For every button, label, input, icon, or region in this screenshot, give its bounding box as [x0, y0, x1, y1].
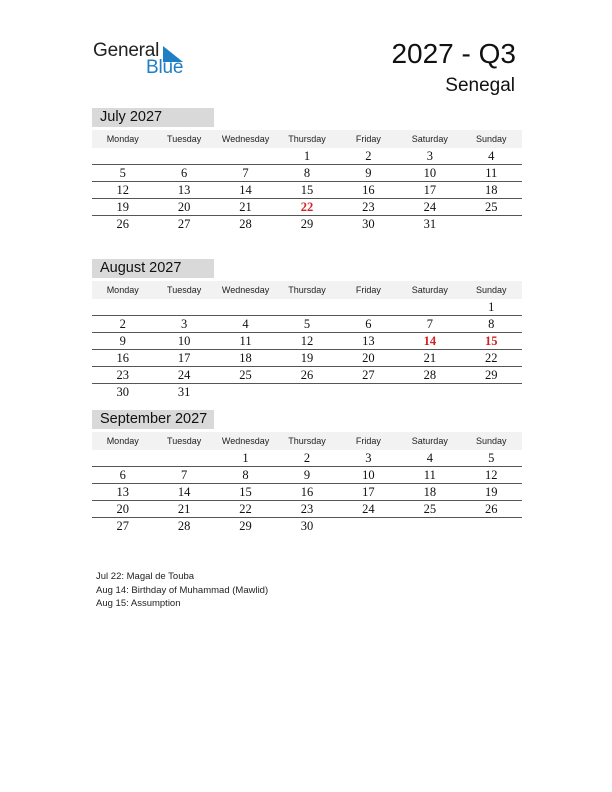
- week-row: [92, 165, 522, 182]
- month-july: [92, 108, 522, 233]
- day-cell: 10: [177, 334, 191, 348]
- day-cell: 13: [362, 334, 375, 348]
- weekday-label: Wednesday: [221, 134, 270, 144]
- day-cell: 6: [119, 468, 126, 482]
- day-cell: 24: [362, 502, 375, 516]
- day-cell: 2: [365, 149, 372, 163]
- empty-day-cell: [92, 148, 153, 164]
- weekday-label: Tuesday: [167, 285, 202, 295]
- week-row: [92, 182, 522, 199]
- week-row: [92, 367, 522, 384]
- weekday-label: Sunday: [475, 134, 507, 144]
- day-cell: 18: [423, 485, 437, 499]
- day-cell: 1: [488, 300, 495, 314]
- day-cell: 31: [177, 385, 191, 399]
- day-cell: 6: [365, 317, 372, 331]
- day-cell: 16: [116, 351, 129, 365]
- day-cell: 29: [484, 368, 498, 382]
- holiday-notes: [96, 570, 268, 611]
- month-september: [92, 410, 522, 535]
- day-cell: 29: [239, 519, 252, 533]
- weekday-label: Wednesday: [221, 436, 270, 446]
- day-cell: 21: [177, 502, 191, 516]
- empty-day-cell: [338, 299, 399, 315]
- day-cell: 26: [300, 368, 314, 382]
- week-row: [92, 467, 522, 484]
- day-cell: 17: [362, 485, 375, 499]
- day-cell: 8: [303, 166, 311, 180]
- day-cell: 31: [423, 217, 437, 231]
- day-cell: 13: [177, 183, 191, 197]
- day-cell: 19: [484, 485, 498, 499]
- empty-day-cell: [215, 148, 276, 164]
- weekday-header-row: [92, 130, 522, 148]
- logo-text-blue: Blue: [146, 57, 184, 78]
- day-cell: 25: [239, 368, 252, 382]
- day-cell: 23: [300, 502, 314, 516]
- day-cell: 1: [242, 451, 249, 465]
- day-cell: 7: [181, 468, 188, 482]
- week-row: [92, 384, 522, 401]
- day-cell: 20: [116, 502, 129, 516]
- day-cell: 15: [300, 183, 314, 197]
- empty-day-cell: [276, 384, 337, 401]
- day-cell: 29: [300, 217, 314, 231]
- day-cell: 2: [303, 451, 311, 465]
- week-row: [92, 518, 522, 535]
- weekday-label: Sunday: [475, 436, 507, 446]
- logo-text-general: General: [93, 40, 160, 61]
- month-header: July 2027: [92, 108, 214, 127]
- weekday-header-row: [92, 281, 522, 299]
- day-cell: 22: [239, 502, 252, 516]
- day-cell: 27: [177, 217, 191, 231]
- day-cell: 15: [239, 485, 252, 499]
- weekday-label: Saturday: [411, 134, 448, 144]
- week-row: [92, 199, 522, 216]
- day-cell: 27: [362, 368, 375, 382]
- day-cell: 3: [181, 317, 188, 331]
- empty-day-cell: [92, 299, 153, 315]
- week-row: [92, 501, 522, 518]
- day-cell: 8: [242, 468, 249, 482]
- week-row: [92, 350, 522, 367]
- weekday-label: Wednesday: [221, 285, 270, 295]
- weekday-label: Monday: [106, 436, 139, 446]
- week-row: [92, 316, 522, 333]
- day-cell: 18: [239, 351, 252, 365]
- empty-day-cell: [153, 450, 214, 466]
- day-cell: 9: [365, 166, 372, 180]
- weekday-label: Friday: [355, 134, 381, 144]
- weekday-label: Saturday: [411, 285, 448, 295]
- empty-day-cell: [153, 148, 214, 164]
- month-header: September 2027: [92, 410, 214, 429]
- day-cell: 30: [362, 217, 375, 231]
- day-cell: 14: [177, 485, 191, 499]
- day-cell: 16: [300, 485, 314, 499]
- week-row: [92, 148, 522, 165]
- day-cell: 10: [362, 468, 375, 482]
- day-cell: 4: [426, 451, 433, 465]
- day-cell: 23: [362, 200, 375, 214]
- day-cell: 2: [119, 317, 126, 331]
- day-cell: 26: [484, 502, 498, 516]
- empty-day-cell: [92, 450, 153, 466]
- week-row: [92, 216, 522, 233]
- week-row: [92, 299, 522, 316]
- weekday-label: Thursday: [288, 436, 326, 446]
- day-cell: 11: [485, 166, 498, 180]
- day-cell: 28: [423, 368, 437, 382]
- day-cell: 20: [177, 200, 191, 214]
- day-cell: 27: [116, 519, 129, 533]
- day-cell: 19: [116, 200, 129, 214]
- weekday-label: Friday: [355, 436, 381, 446]
- page-title: 2027 - Q3: [391, 38, 516, 69]
- day-cell: 24: [423, 200, 437, 214]
- day-cell: 30: [300, 519, 314, 533]
- brand-logo: [93, 40, 203, 80]
- weekday-label: Tuesday: [167, 134, 202, 144]
- empty-day-cell: [276, 299, 337, 315]
- holiday-day-cell: 15: [484, 334, 498, 348]
- day-cell: 9: [119, 334, 126, 348]
- weekday-label: Monday: [106, 285, 139, 295]
- day-cell: 5: [119, 166, 126, 180]
- day-cell: 28: [239, 217, 252, 231]
- weekday-header-row: [92, 432, 522, 450]
- day-cell: 24: [177, 368, 191, 382]
- holiday-note: Aug 15: Assumption: [96, 598, 181, 609]
- day-cell: 3: [426, 149, 433, 163]
- day-cell: 5: [303, 317, 311, 331]
- day-cell: 4: [488, 149, 495, 163]
- weekday-label: Friday: [355, 285, 381, 295]
- empty-day-cell: [215, 299, 276, 315]
- day-cell: 20: [362, 351, 375, 365]
- weekday-label: Monday: [106, 134, 139, 144]
- empty-day-cell: [461, 518, 522, 535]
- day-cell: 7: [242, 166, 249, 180]
- empty-day-cell: [461, 384, 522, 401]
- day-cell: 12: [116, 183, 129, 197]
- empty-day-cell: [399, 518, 460, 535]
- weekday-label: Thursday: [288, 134, 326, 144]
- weekday-label: Saturday: [411, 436, 448, 446]
- day-cell: 25: [423, 502, 437, 516]
- day-cell: 19: [300, 351, 314, 365]
- day-cell: 1: [303, 149, 311, 163]
- week-row: [92, 484, 522, 501]
- empty-day-cell: [461, 216, 522, 233]
- day-cell: 26: [116, 217, 129, 231]
- day-cell: 16: [362, 183, 375, 197]
- empty-day-cell: [399, 384, 460, 401]
- day-cell: 7: [426, 317, 433, 331]
- holiday-day-cell: 14: [423, 334, 437, 348]
- day-cell: 5: [488, 451, 495, 465]
- day-cell: 12: [300, 334, 314, 348]
- holiday-day-cell: 22: [300, 200, 314, 214]
- day-cell: 25: [484, 200, 498, 214]
- day-cell: 21: [239, 200, 252, 214]
- day-cell: 3: [365, 451, 372, 465]
- day-cell: 4: [242, 317, 249, 331]
- day-cell: 11: [239, 334, 252, 348]
- month-august: [92, 259, 522, 401]
- day-cell: 22: [484, 351, 498, 365]
- week-row: [92, 333, 522, 350]
- empty-day-cell: [338, 518, 399, 535]
- week-row: [92, 450, 522, 467]
- day-cell: 11: [423, 468, 436, 482]
- weekday-label: Sunday: [475, 285, 507, 295]
- day-cell: 28: [177, 519, 191, 533]
- day-cell: 17: [423, 183, 437, 197]
- holiday-note: Aug 14: Birthday of Muhammad (Mawlid): [96, 584, 269, 596]
- empty-day-cell: [399, 299, 460, 315]
- empty-day-cell: [338, 384, 399, 401]
- day-cell: 18: [484, 183, 498, 197]
- empty-day-cell: [153, 299, 214, 315]
- month-header: August 2027: [92, 259, 214, 278]
- day-cell: 10: [423, 166, 437, 180]
- day-cell: 17: [177, 351, 191, 365]
- country-name: Senegal: [445, 75, 515, 96]
- day-cell: 9: [303, 468, 311, 482]
- day-cell: 14: [239, 183, 252, 197]
- day-cell: 23: [116, 368, 129, 382]
- day-cell: 12: [484, 468, 498, 482]
- day-cell: 30: [116, 385, 129, 399]
- weekday-label: Tuesday: [167, 436, 202, 446]
- weekday-label: Thursday: [288, 285, 326, 295]
- empty-day-cell: [215, 384, 276, 401]
- day-cell: 13: [116, 485, 129, 499]
- day-cell: 6: [181, 166, 188, 180]
- day-cell: 21: [423, 351, 437, 365]
- holiday-note: Jul 22: Magal de Touba: [96, 571, 195, 582]
- day-cell: 8: [488, 317, 495, 331]
